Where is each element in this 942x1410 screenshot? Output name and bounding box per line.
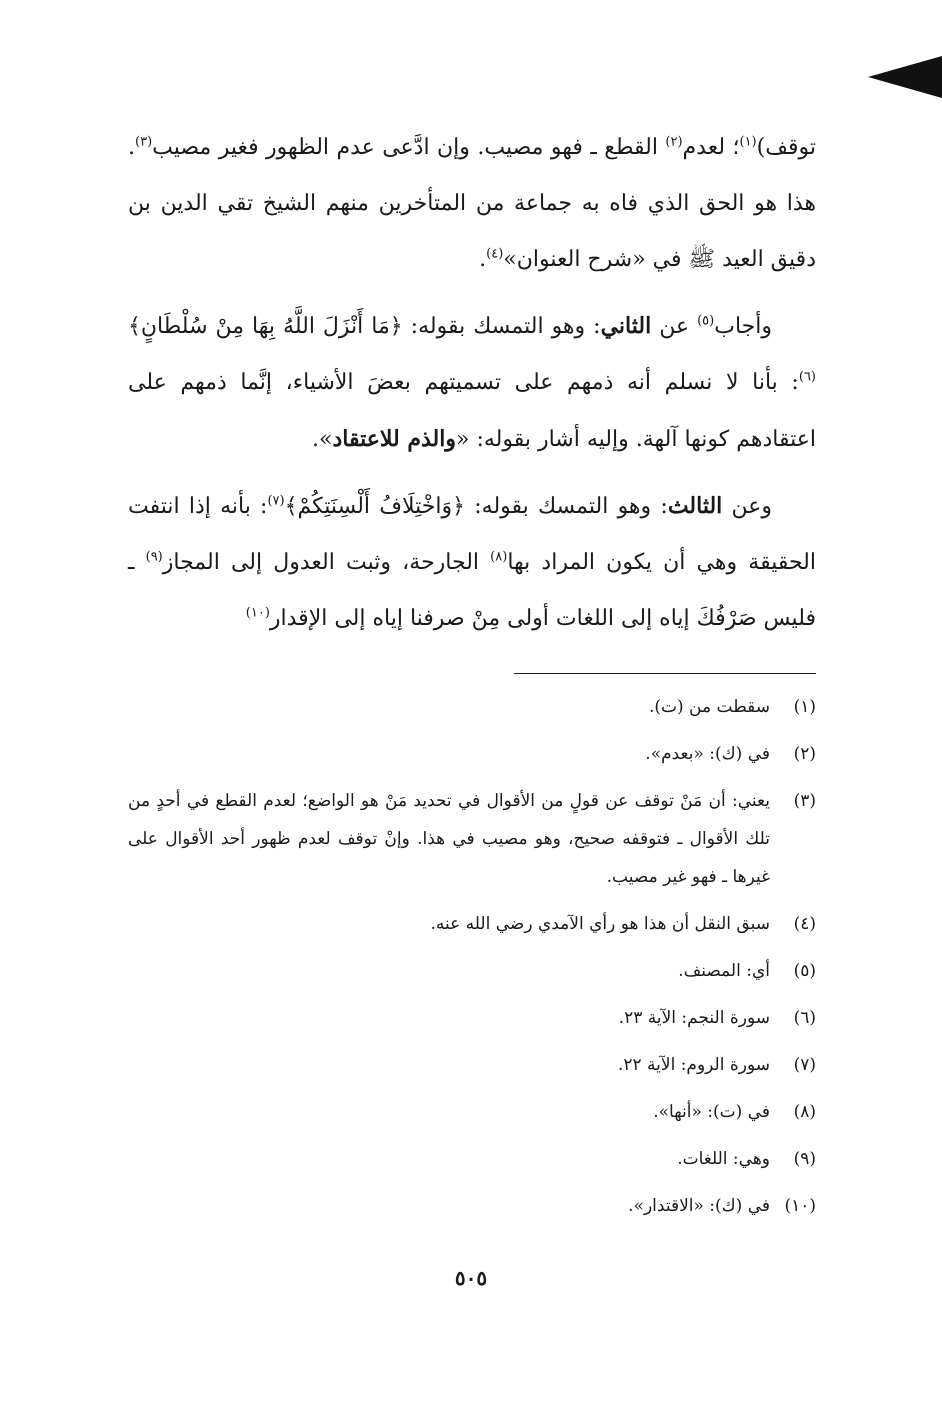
- footnote-text: وهي: اللغات.: [677, 1149, 770, 1169]
- footnote-item: [128, 688, 816, 726]
- footnote-item: [128, 1093, 816, 1131]
- text-run: وأجاب: [714, 314, 772, 339]
- text-run: الجارحة، وثبت العدول إلى المجاز: [162, 550, 491, 575]
- footnote-separator: [514, 673, 816, 674]
- footnote-item: [128, 952, 816, 990]
- text-run: . هذا هو الحق الذي فاه به جماعة من المتأخرين منهم الشيخ تقي الدين بن دقيق العيد ﷺ في «شرح العنوان»: [128, 135, 816, 272]
- footnote-text: سورة الروم: الآية ٢٢.: [617, 1055, 770, 1075]
- page-content: [128, 120, 816, 1225]
- footnote-text: سبق النقل أن هذا هو رأي الآمدي رضي الله عنه.: [430, 914, 770, 934]
- footnote-item: [128, 735, 816, 773]
- footnote-item: [128, 999, 816, 1037]
- footnote-ref: (٢): [665, 134, 683, 150]
- text-run: وعن: [722, 494, 773, 519]
- footnote-ref: (١): [739, 134, 757, 150]
- footnote-text: في (ك): «بعدم».: [645, 744, 770, 764]
- text-run: ـ فليس صَرْفُكَ إياه إلى اللغات أولى مِنْ صرفنا إياه إلى الإقدار: [128, 550, 816, 631]
- text-run: .: [479, 247, 487, 272]
- footnote-text: سقطت من (ت).: [648, 697, 770, 717]
- text-run: عن: [651, 314, 698, 339]
- text-run: : بأنه إذا انتفت الحقيقة وهي أن يكون المراد بها: [128, 494, 816, 575]
- bold-term: الثالث: [667, 493, 723, 519]
- footnote-item: [128, 782, 816, 896]
- footnote-text: يعني: أن مَنْ توقف عن قولٍ من الأقوال في تحديد مَنْ هو الواضع؛ لعدم القطع في أحدٍ من تلك الأقوال ـ فتوقفه صحيح، وهو مصيب في هذا. وإنْ توقف لعدم ظهور أحد الأقوال على غيرها ـ فهو غير مصيب.: [128, 791, 770, 887]
- text-run: : وهو التمسك بقوله: ﴿مَا أَنْزَلَ اللَّهُ بِهَا مِنْ سُلْطَانٍ﴾: [128, 314, 601, 339]
- text-run: توقف): [756, 135, 816, 160]
- footnote-item: [128, 1140, 816, 1178]
- footnote-ref: (٧): [267, 493, 285, 509]
- footnote-number: (٢): [793, 744, 816, 764]
- text-run: : وهو التمسك بقوله: ﴿وَاخْتِلَافُ أَلْسِنَتِكُمْ﴾: [284, 494, 668, 519]
- footnote-ref: (٥): [697, 313, 715, 329]
- paragraph-2: [128, 298, 816, 468]
- footnote-number: (٩): [793, 1149, 816, 1169]
- bold-term: الثاني: [600, 313, 652, 339]
- footnote-ref: (٤): [486, 246, 504, 262]
- footnote-item: [128, 1187, 816, 1225]
- text-run: القطع ـ فهو مصيب. وإن ادَّعى عدم الظهور فغير مصيب: [152, 135, 666, 160]
- footnote-number: (١): [793, 697, 816, 717]
- footnotes: [128, 688, 816, 1225]
- footnote-ref: (٣): [135, 134, 153, 150]
- text-run: ؛ لعدم: [682, 135, 740, 160]
- main-text: [128, 120, 816, 647]
- footnote-number: (٥): [793, 961, 816, 981]
- footnote-ref: (١٠): [245, 605, 270, 621]
- bold-term: والذم للاعتقاد: [332, 426, 456, 452]
- footnote-number: (٨): [793, 1102, 816, 1122]
- corner-tab-mark: [868, 56, 942, 98]
- footnote-ref: (٩): [145, 549, 163, 565]
- footnote-ref: (٨): [490, 549, 508, 565]
- footnote-text: في (ك): «الاقتدار».: [628, 1196, 770, 1216]
- footnote-item: [128, 1046, 816, 1084]
- footnote-number: (٤): [793, 914, 816, 934]
- page-number: ٥٠٥: [454, 1266, 488, 1290]
- footnote-text: في (ت): «أنها».: [653, 1102, 770, 1122]
- footnote-text: أي: المصنف.: [678, 961, 770, 981]
- footnote-text: سورة النجم: الآية ٢٣.: [618, 1008, 770, 1028]
- footnote-number: (٣): [793, 791, 816, 811]
- footnote-item: [128, 905, 816, 943]
- footnote-number: (١٠): [784, 1196, 816, 1216]
- text-run: : بأنا لا نسلم أنه ذمهم على تسميتهم بعضَ الأشياء، إنَّما ذمهم على اعتقادهم كونها آلهة. وإليه أشار بقوله: «: [128, 370, 816, 452]
- paragraph-1: [128, 120, 816, 288]
- paragraph-3: [128, 478, 816, 647]
- footnote-ref: (٦): [798, 369, 816, 385]
- text-run: ».: [312, 427, 333, 452]
- footnote-number: (٦): [793, 1008, 816, 1028]
- footnote-number: (٧): [793, 1055, 816, 1075]
